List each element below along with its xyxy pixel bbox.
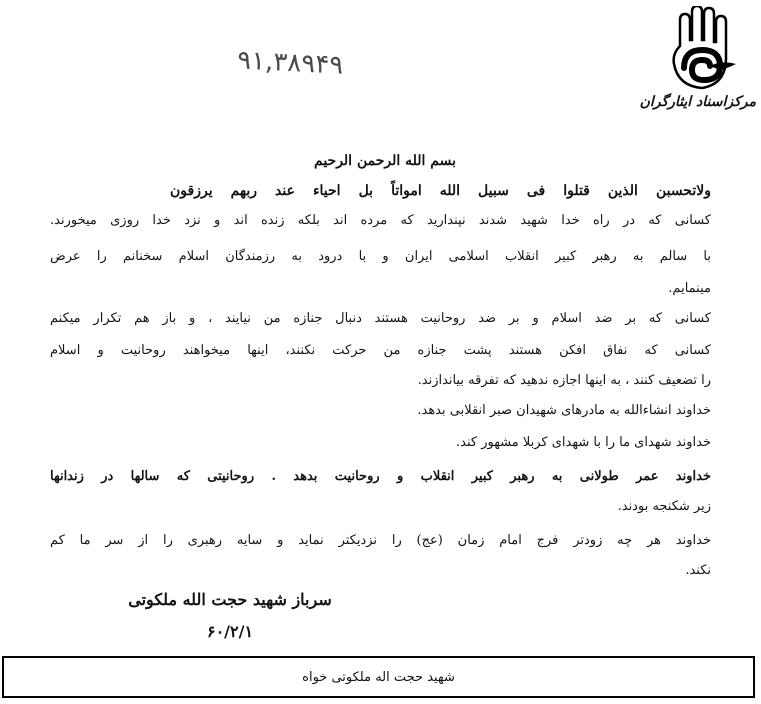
letter-line: خداوند عمر طولانی به رهبر کبیر انقلاب و روحانیت بدهد . روحانیتی که سالها در زندانها <box>50 469 711 484</box>
letter-line: زیر شکنجه بودند. <box>617 499 711 514</box>
letter-date: ۶۰/۲/۱ <box>206 622 254 641</box>
letter-line: را تضعیف کنند ، به اینها اجازه ندهید که تفرقه بیاندازند. <box>417 373 711 388</box>
signature: سرباز شهید حجت الله ملکوتی <box>128 590 332 609</box>
letter-line: کسانی که بر ضد اسلام و بر ضد روحانیت هستند دنبال جنازه من نیایند ، و باز هم تکرار میکنم <box>50 311 711 326</box>
letter-line: نکند. <box>685 563 711 578</box>
archive-number: ۹۱,۳۸۹۴۹ <box>236 45 344 81</box>
letter-line: مینمایم. <box>668 281 711 296</box>
letter-line: کسانی که در راه خدا شهید شدند نپندارید که مرده اند بلکه زنده اند و نزد خدا روزی میخورند. <box>50 213 711 228</box>
letter-line: خداوند هر چه زودتر فرج امام زمان (عج) را نزدیکتر نماید و سایه رهبری را از سر ما کم <box>50 533 711 548</box>
caption-box <box>2 656 755 698</box>
quran-verse: ولاتحسبن الذین قتلوا فی سبیل الله امواتاً بل احیاء عند ربهم یرزقون <box>170 183 711 199</box>
letter-line: کسانی که نفاق افکن هستند پشت جنازه من حرکت نکنند، اینها میخواهند روحانیت و اسلام <box>50 343 711 358</box>
basmala: بسم الله الرحمن الرحیم <box>314 153 456 169</box>
hand-logo-icon <box>662 6 740 92</box>
letter-line: خداوند شهدای ما را با شهدای کربلا مشهور کند. <box>456 435 711 450</box>
caption-text: شهید حجت اله ملکوتی خواه <box>302 670 455 685</box>
logo-text: مرکزاسناد ایثارگران <box>639 94 756 110</box>
archive-logo <box>640 6 756 124</box>
letter-line: خداوند انشاءالله به مادرهای شهیدان صبر انقلابی بدهد. <box>417 403 711 418</box>
letter-line: با سالم به رهبر کبیر انقلاب اسلامی ایران و با درود به رزمندگان اسلام سخنانم را عرض <box>50 249 711 264</box>
